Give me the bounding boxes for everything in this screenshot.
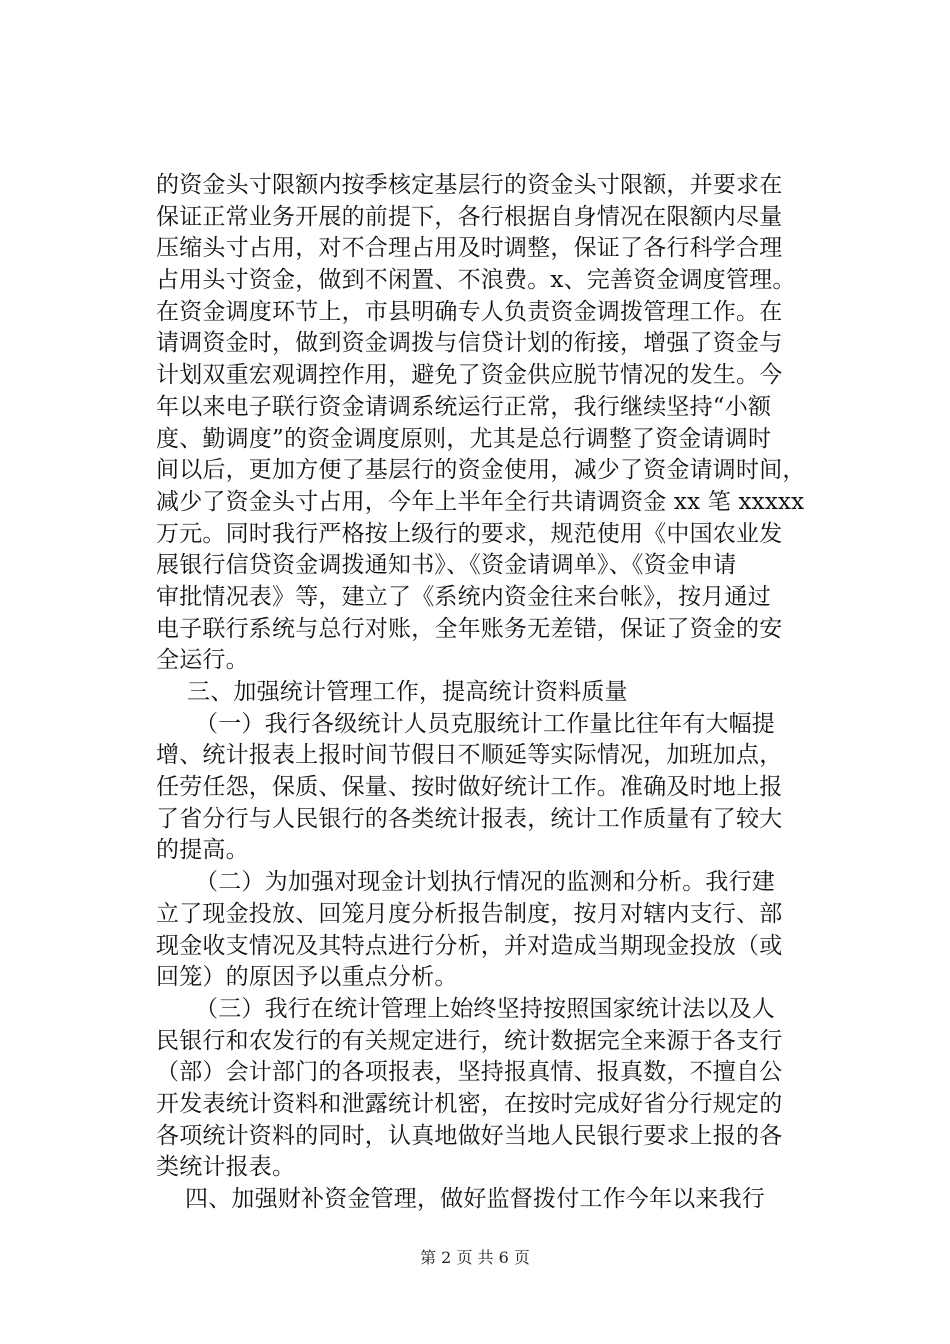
text-line: 类统计报表。 [156,1154,296,1181]
text-line: 回笼）的原因予以重点分析。 [156,964,458,991]
text-line: （部）会计部门的各项报表，坚持报真情、报真数，不擅自公 [156,1059,783,1086]
paragraph-start: （一）我行各级统计人员克服统计工作量比往年有大幅提 [195,710,775,737]
text-line: 增、统计报表上报时间节假日不顺延等实际情况，加班加点， [156,742,783,769]
text-line: 万元。同时我行严格按上级行的要求，规范使用《中国农业发 [156,520,783,547]
text-line: 间以后，更加方便了基层行的资金使用，减少了资金请调时间， [156,457,806,484]
section-heading: 三、加强统计管理工作，提高统计资料质量 [187,679,628,705]
text-line: 的资金头寸限额内按季核定基层行的资金头寸限额，并要求在 [156,172,783,198]
text-line: 各项统计资料的同时，认真地做好当地人民银行要求上报的各 [156,1122,783,1149]
document-body [156,170,836,1216]
text-line: 年以来电子联行资金请调系统运行正常，我行继续坚持“小额 [156,393,772,420]
text-line: 开发表统计资料和泄露统计机密，在按时完成好省分行规定的 [156,1090,783,1117]
text-line: 民银行和农发行的有关规定进行，统计数据完全来源于各支行 [156,1027,783,1054]
text-line: 立了现金投放、回笼月度分析报告制度，按月对辖内支行、部 [156,900,783,927]
page-number-footer: 第 2 页 共 6 页 [420,1248,530,1267]
text-line: 展银行信贷资金调拨通知书》、《资金请调单》、《资金申请 [156,552,737,579]
text-line: 减少了资金头寸占用，今年上半年全行共请调资金 xx 笔 xxxxx [156,488,805,515]
text-line: 度、勤调度”的资金调度原则，尤其是总行调整了资金请调时 [156,425,772,452]
text-line: 占用头寸资金，做到不闲置、不浪费。x、完善资金调度管理。 [156,267,796,294]
text-line: 现金收支情况及其特点进行分析，并对造成当期现金投放（或 [156,932,783,959]
text-line: 电子联行系统与总行对账，全年账务无差错，保证了资金的安 [156,615,783,642]
paragraph-start: （三）我行在统计管理上始终坚持按照国家统计法以及人 [195,995,775,1022]
text-line: 的提高。 [156,837,249,864]
text-line: 任劳任怨，保质、保量、按时做好统计工作。准确及时地上报 [156,774,783,801]
text-line: 压缩头寸占用，对不合理占用及时调整，保证了各行科学合理 [156,235,783,262]
text-line: 保证正常业务开展的前提下，各行根据自身情况在限额内尽量 [156,203,783,230]
text-line: 计划双重宏观调控作用，避免了资金供应脱节情况的发生。今 [156,362,783,389]
text-line: 在资金调度环节上，市县明确专人负责资金调拨管理工作。在 [156,298,783,325]
text-line: 审批情况表》等，建立了《系统内资金往来台帐》，按月通过 [156,583,771,610]
paragraph-start: （二）为加强对现金计划执行情况的监测和分析。我行建 [195,869,775,896]
section-heading: 四、加强财补资金管理，做好监督拨付工作今年以来我行 [185,1186,765,1212]
text-line: 了省分行与人民银行的各类统计报表，统计工作质量有了较大 [156,805,783,832]
text-line: 全运行。 [156,647,249,674]
text-line: 请调资金时，做到资金调拨与信贷计划的衔接，增强了资金与 [156,330,783,357]
